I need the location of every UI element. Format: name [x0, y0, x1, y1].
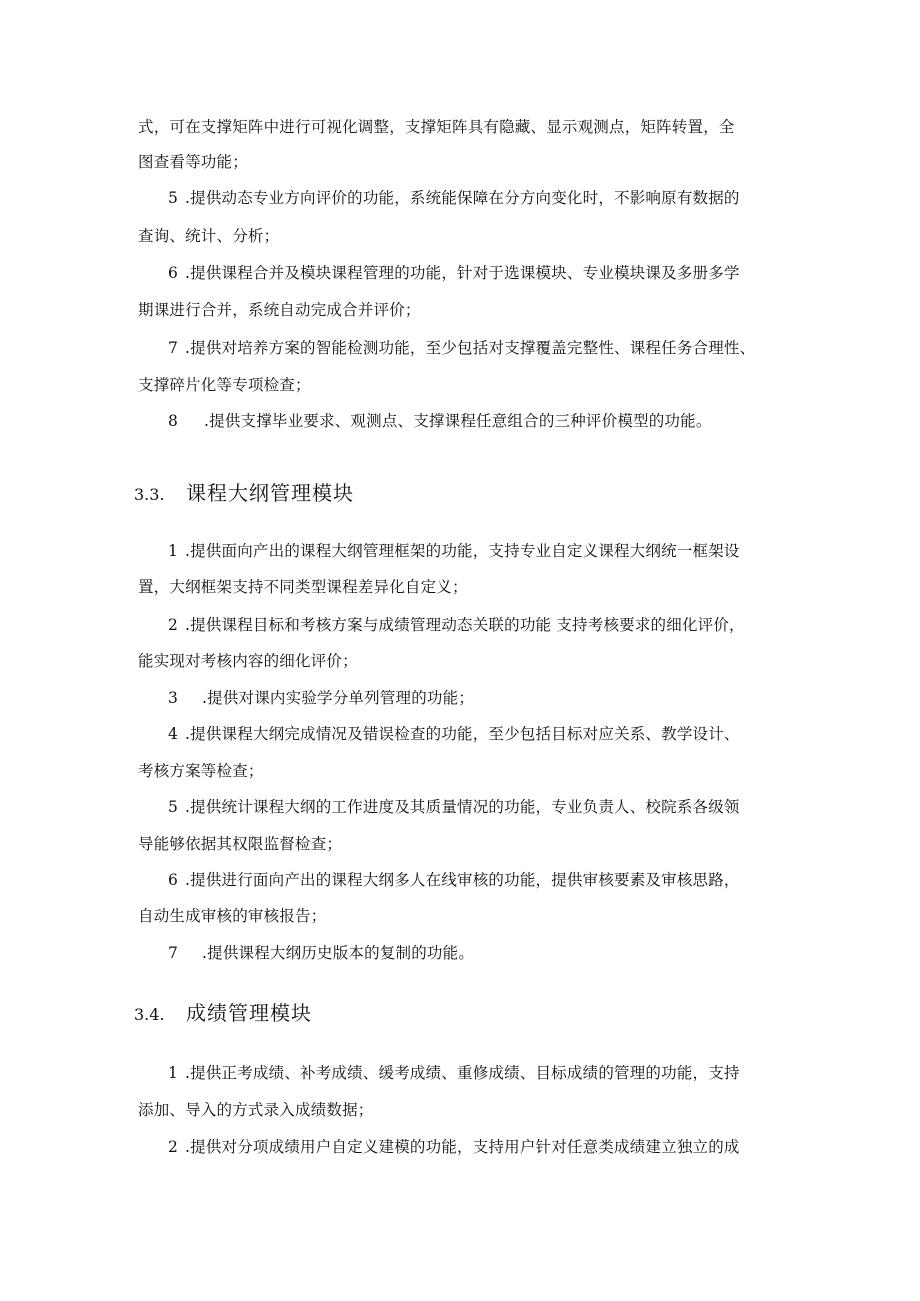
list-item-number: 1	[168, 542, 179, 560]
list-item-text-continuation: 能实现对考核内容的细化评价；	[138, 652, 358, 670]
list-item-number: 5	[168, 798, 179, 816]
list-item-number: 1	[168, 1064, 179, 1082]
list-item-text: .提供支撑毕业要求、观测点、支撑课程任意组合的三种评价模型的功能。	[204, 412, 712, 430]
list-item-number: 4	[168, 725, 179, 743]
list-item-text: .提供课程目标和考核方案与成绩管理动态关联的功能 支持考核要求的细化评价，	[185, 616, 745, 634]
paragraph-continuation-line-2: 图查看等功能；	[138, 153, 248, 171]
list-item-number: 8	[168, 412, 179, 430]
list-item-text-continuation: 考核方案等检查；	[138, 762, 264, 780]
list-item-number: 2	[168, 616, 179, 634]
section-title: 课程大纲管理模块	[186, 481, 354, 505]
paragraph-continuation-line-1: 式，可在支撑矩阵中进行可视化调整，支撑矩阵具有隐藏、显示观测点，矩阵转置，全	[138, 118, 735, 136]
list-item-text: .提供课程大纲历史版本的复制的功能。	[202, 944, 475, 962]
list-item-text-continuation: 置，大纲框架支持不同类型课程差异化自定义；	[138, 578, 468, 596]
list-item-number: 7	[168, 339, 179, 357]
list-item-text-continuation: 添加、导入的方式录入成绩数据；	[138, 1101, 374, 1119]
list-item-text: .提供面向产出的课程大纲管理框架的功能，支持专业自定义课程大纲统一框架设	[185, 542, 740, 560]
list-item-text: .提供统计课程大纲的工作进度及其质量情况的功能，专业负责人、校院系各级领	[185, 798, 740, 816]
list-item-text-continuation: 自动生成审核的审核报告；	[138, 907, 327, 925]
list-item-text-continuation: 导能够依据其权限监督检查；	[138, 835, 343, 853]
section-number: 3.3.	[134, 485, 165, 504]
list-item-text: .提供课程合并及模块课程管理的功能，针对于选课模块、专业模块课及多册多学	[185, 264, 740, 282]
list-item-text: .提供对培养方案的智能检测功能，至少包括对支撑覆盖完整性、课程任务合理性、	[185, 339, 756, 357]
section-title: 成绩管理模块	[186, 1001, 312, 1025]
section-number: 3.4.	[134, 1005, 165, 1024]
list-item-text: .提供对分项成绩用户自定义建模的功能，支持用户针对任意类成绩建立独立的成	[185, 1138, 740, 1156]
list-item-number: 6	[168, 871, 179, 889]
list-item-text-continuation: 查询、统计、分析；	[138, 227, 280, 245]
list-item-number: 7	[168, 944, 179, 962]
list-item-text: .提供进行面向产出的课程大纲多人在线审核的功能，提供审核要素及审核思路，	[185, 871, 740, 889]
list-item-text: .提供课程大纲完成情况及错误检查的功能，至少包括目标对应关系、教学设计、	[185, 725, 740, 743]
list-item-text: .提供正考成绩、补考成绩、缓考成绩、重修成绩、目标成绩的管理的功能，支持	[185, 1064, 740, 1082]
list-item-number: 2	[168, 1138, 179, 1156]
list-item-text: .提供对课内实验学分单列管理的功能；	[202, 689, 475, 707]
list-item-number: 3	[168, 689, 179, 707]
list-item-text-continuation: 期课进行合并，系统自动完成合并评价；	[138, 301, 421, 319]
list-item-text-continuation: 支撑碎片化等专项检查；	[138, 376, 311, 394]
list-item-number: 6	[168, 264, 179, 282]
list-item-text: .提供动态专业方向评价的功能，系统能保障在分方向变化时，不影响原有数据的	[185, 189, 740, 207]
list-item-number: 5	[168, 189, 179, 207]
